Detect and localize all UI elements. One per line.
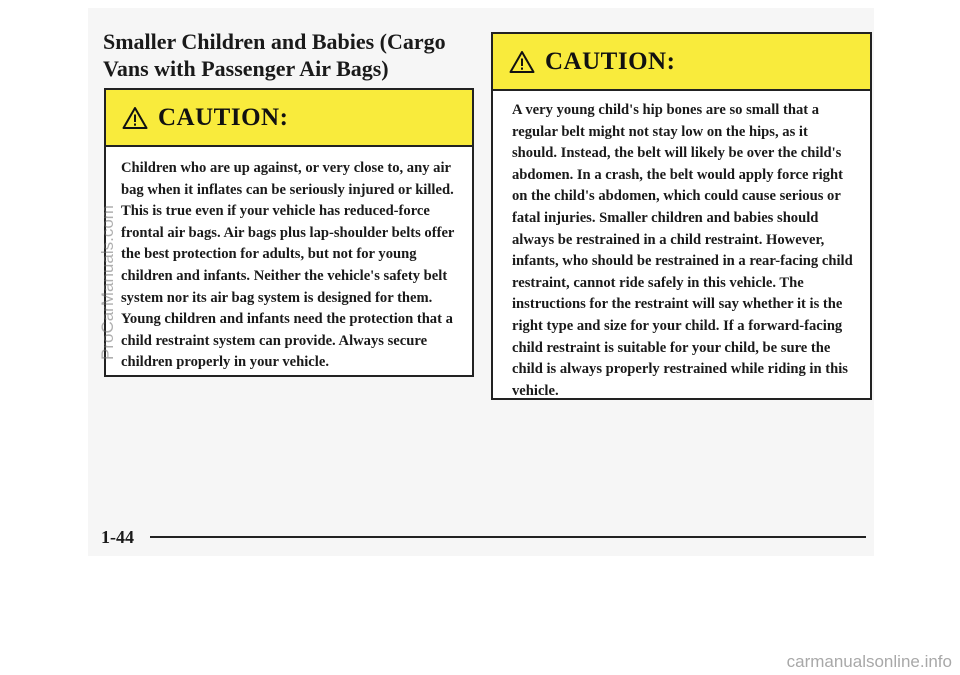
caution-header [493,34,870,91]
caution-text: Children who are up against, or very close to, any air bag when it inflates can be seriously injured or killed. This is true even if your vehicle has reduced-force frontal air bags. Air bags plus lap-shoulder belts offer the best protection for adults, but not for young children and infants. Neither the vehicle's safety belt system nor its air bag system is designed for them. Young children and infants need the protection that a child restraint system can provide. Always secure children properly in your vehicle. [121,160,455,371]
caution-text: A very young child's hip bones are so small that a regular belt might not stay low on the hips, as it should. Instead, the belt will likely be over the child's abdomen. In a crash, the belt would apply force right on the child's abdomen, which could cause serious or fatal injuries. Smaller children and babies should always be restrained in a child restraint. However, infants, who should be restrained in a rear-facing child restraint, cannot ride safely in this vehicle. The instructions for the restraint will say whether it is the right type and size for your child. If a forward-facing child restraint is suitable for your child, be sure the child is always properly restrained while riding in this vehicle. [512,102,853,399]
caution-box-hip-bones [491,32,872,400]
warning-triangle-icon [509,50,535,74]
footer-rule [150,536,866,538]
caution-title: CAUTION: [545,47,676,75]
caution-title: CAUTION: [158,103,289,131]
side-watermark: ProCarManuals.com [98,205,117,360]
warning-triangle-icon [122,106,148,130]
caution-header [106,90,472,147]
caution-box-air-bags [104,88,474,377]
bottom-watermark: carmanualsonline.info [786,652,952,671]
section-heading: Smaller Children and Babies (Cargo Vans with Passenger Air Bags) [103,29,446,81]
page-number: 1-44 [101,527,134,547]
